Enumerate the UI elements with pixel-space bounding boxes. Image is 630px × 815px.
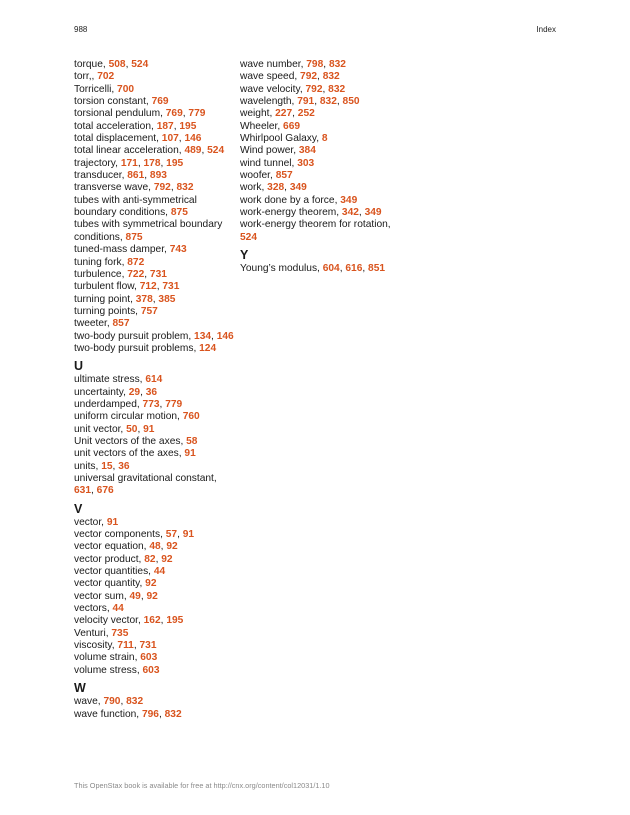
page-reference-link[interactable]: 735 <box>111 627 129 639</box>
index-entry: transducer, 861, 893 <box>74 170 167 182</box>
index-entry <box>240 219 400 244</box>
index-term: vector sum, <box>74 590 130 602</box>
index-term: two-body pursuit problem, <box>74 330 195 342</box>
section-letter: Y <box>240 248 249 263</box>
index-term: volume stress, <box>74 664 143 676</box>
index-entry: universal gravitational constant, 631, 676 <box>74 473 217 497</box>
page-reference-link[interactable]: 92 <box>161 553 173 565</box>
page-reference-link[interactable]: 851 <box>368 263 386 275</box>
index-entry <box>74 652 234 664</box>
page-reference-link[interactable]: 146 <box>216 330 234 342</box>
page-reference-link[interactable]: 107 <box>161 133 179 145</box>
page-reference-link[interactable]: 92 <box>146 590 158 602</box>
index-term: vector components, <box>74 529 166 541</box>
page-reference-link[interactable]: 303 <box>297 157 315 169</box>
page-reference-link[interactable]: 796 <box>141 708 159 720</box>
index-term: work-energy theorem, <box>240 207 342 219</box>
page-number: 988 <box>74 25 88 34</box>
page-reference-link[interactable]: 50 <box>126 423 138 435</box>
page-reference-link[interactable]: 861 <box>127 170 145 182</box>
index-term: volume strain, <box>74 652 141 664</box>
page-reference-link[interactable]: 604 <box>322 263 340 275</box>
index-term: Whirlpool Galaxy, <box>240 133 322 145</box>
index-term: tubes with anti-symmetrical boundary conditions, <box>74 194 197 219</box>
index-term: two-body pursuit problems, <box>74 342 200 354</box>
index-term: total displacement, <box>74 133 162 145</box>
index-term: work, <box>240 182 268 194</box>
page-reference-link[interactable]: 134 <box>194 330 212 342</box>
page-reference-link[interactable]: 792 <box>300 71 318 83</box>
index-term: Venturi, <box>74 627 112 639</box>
index-term: Torricelli, <box>74 83 118 95</box>
index-term: vectors, <box>74 603 113 615</box>
index-term: total acceleration, <box>74 120 157 132</box>
index-entry <box>74 244 234 256</box>
index-entry <box>240 158 400 170</box>
page-reference-link[interactable]: 82 <box>144 553 156 565</box>
page-reference-link[interactable]: 743 <box>169 244 187 256</box>
page-reference-link[interactable]: 791 <box>297 96 315 108</box>
index-entry <box>74 318 234 330</box>
index-entry <box>74 628 234 640</box>
page-reference-link[interactable]: 760 <box>182 411 200 423</box>
page-reference-link[interactable]: 92 <box>166 541 178 553</box>
page-reference-link[interactable]: 832 <box>126 696 144 708</box>
page-reference-link[interactable]: 757 <box>140 305 158 317</box>
page-reference-link[interactable]: 178 <box>143 157 161 169</box>
index-term: trajectory, <box>74 157 121 169</box>
index-entry: total displacement, 107, 146 <box>74 133 202 145</box>
page-reference-link[interactable]: 36 <box>118 460 130 472</box>
index-term: turning points, <box>74 305 141 317</box>
index-entry: wave velocity, 792, 832 <box>240 83 346 95</box>
index-entry <box>74 578 234 590</box>
index-term: vector quantities, <box>74 566 154 578</box>
index-term: uncertainty, <box>74 386 129 398</box>
index-entry: units, 15, 36 <box>74 460 130 472</box>
index-term: transducer, <box>74 170 128 182</box>
index-entry <box>74 343 234 355</box>
index-term: tuning fork, <box>74 256 128 268</box>
index-entry <box>240 145 400 157</box>
page-reference-link[interactable]: 875 <box>125 231 143 243</box>
index-term: weight, <box>240 108 276 120</box>
index-entry <box>74 436 234 448</box>
page-reference-link[interactable]: 792 <box>305 83 323 95</box>
page-reference-link[interactable]: 731 <box>162 281 180 293</box>
section-letter: U <box>74 359 84 374</box>
page-reference-link[interactable]: 614 <box>145 374 163 386</box>
index-entry: vector components, 57, 91 <box>74 529 195 541</box>
page-reference-link[interactable]: 146 <box>184 133 202 145</box>
page-reference-link[interactable]: 857 <box>275 170 293 182</box>
page-reference-link[interactable]: 8 <box>321 133 328 145</box>
index-term: tubes with symmetrical boundary conditions, <box>74 219 223 243</box>
index-term: woofer, <box>240 170 276 182</box>
page-reference-link[interactable]: 769 <box>151 96 169 108</box>
page-reference-link[interactable]: 195 <box>179 120 197 132</box>
page-reference-link[interactable]: 15 <box>101 460 113 472</box>
section-letter: V <box>74 501 83 516</box>
index-entry: work-energy theorem, 342, 349 <box>240 207 382 219</box>
index-entry: wavelength, 791, 832, 850 <box>240 96 360 108</box>
index-term: Wheeler, <box>240 120 284 132</box>
index-entry: unit vector, 50, 91 <box>74 423 155 435</box>
index-entry <box>240 121 400 133</box>
index-entry <box>74 411 234 423</box>
page-reference-link[interactable]: 832 <box>328 59 346 70</box>
index-entry: weight, 227, 252 <box>240 108 315 120</box>
index-entry: torsional pendulum, 769, 779 <box>74 108 206 120</box>
page-reference-link[interactable]: 702 <box>97 71 115 83</box>
index-entry <box>74 219 234 244</box>
index-entry <box>74 257 234 269</box>
page-reference-link[interactable]: 790 <box>103 696 121 708</box>
page-reference-link[interactable]: 875 <box>170 207 188 219</box>
index-term: wave function, <box>74 708 142 720</box>
page-reference-link[interactable]: 252 <box>297 108 315 120</box>
index-entry: vector sum, 49, 92 <box>74 590 158 602</box>
page-reference-link[interactable]: 349 <box>289 182 307 194</box>
page-reference-link[interactable]: 850 <box>342 96 360 108</box>
page-reference-link[interactable]: 342 <box>341 207 359 219</box>
index-entry <box>74 306 234 318</box>
page-reference-link[interactable]: 779 <box>188 108 206 120</box>
index-column-left <box>74 59 234 721</box>
index-term: vector, <box>74 516 107 528</box>
index-entry: total linear acceleration, 489, 524 <box>74 145 225 157</box>
index-entry: wave, 790, 832 <box>74 696 144 708</box>
index-entry <box>74 603 234 615</box>
section-letter: W <box>74 681 86 696</box>
page-reference-link[interactable]: 384 <box>298 145 316 157</box>
index-entry <box>240 170 400 182</box>
footer-note: This OpenStax book is available for free at http://cnx.org/content/col12031/1.10 <box>74 781 330 790</box>
page-reference-link[interactable]: 524 <box>131 59 149 70</box>
index-term: unit vector, <box>74 423 127 435</box>
index-entry: wave function, 796, 832 <box>74 708 182 720</box>
page-reference-link[interactable]: 349 <box>340 194 358 206</box>
index-term: vector equation, <box>74 541 150 553</box>
page-reference-link[interactable]: 58 <box>186 435 198 447</box>
index-entry: transverse wave, 792, 832 <box>74 182 194 194</box>
page-reference-link[interactable]: 832 <box>322 71 340 83</box>
index-entry <box>74 448 234 460</box>
page-reference-link[interactable]: 857 <box>112 318 130 330</box>
index-term: wind tunnel, <box>240 157 298 169</box>
page-reference-link[interactable]: 49 <box>129 590 141 602</box>
index-entry: vector equation, 48, 92 <box>74 541 178 553</box>
page-reference-link[interactable]: 616 <box>345 263 363 275</box>
page-reference-link[interactable]: 603 <box>140 652 158 664</box>
page-reference-link[interactable]: 44 <box>112 603 124 615</box>
page-reference-link[interactable]: 832 <box>328 83 346 95</box>
index-entry <box>74 374 234 386</box>
index-term: torr,, <box>74 71 98 83</box>
index-term: tuned-mass damper, <box>74 244 170 256</box>
page-reference-link[interactable]: 124 <box>199 342 217 354</box>
index-column-right <box>240 59 400 276</box>
index-entry <box>240 133 400 145</box>
page-reference-link[interactable]: 171 <box>120 157 138 169</box>
index-entry: turbulence, 722, 731 <box>74 268 167 280</box>
page-reference-link[interactable]: 722 <box>127 268 145 280</box>
page-reference-link[interactable]: 773 <box>142 398 160 410</box>
page-reference-link[interactable]: 162 <box>143 615 161 627</box>
page-reference-link[interactable]: 792 <box>153 182 171 194</box>
index-term: total linear acceleration, <box>74 145 185 157</box>
page-reference-link[interactable]: 603 <box>142 664 160 676</box>
page-reference-link[interactable]: 57 <box>165 529 178 541</box>
page-reference-link[interactable]: 44 <box>153 566 166 578</box>
page-reference-link[interactable]: 832 <box>319 96 337 108</box>
page-reference-link[interactable]: 91 <box>184 448 196 460</box>
index-entry <box>74 566 234 578</box>
page-reference-link[interactable]: 195 <box>166 157 184 169</box>
index-term: torsion constant, <box>74 96 152 108</box>
running-header: Index <box>536 25 556 34</box>
page-reference-link[interactable]: 631 <box>74 485 91 497</box>
page-reference-link[interactable]: 712 <box>139 281 157 293</box>
index-entry: velocity vector, 162, 195 <box>74 615 184 627</box>
page-reference-link[interactable]: 92 <box>145 578 157 590</box>
index-term: unit vectors of the axes, <box>74 448 185 460</box>
page-reference-link[interactable]: 769 <box>165 108 183 120</box>
page-reference-link[interactable]: 832 <box>164 708 182 720</box>
index-entry <box>74 71 234 83</box>
index-entry: torque, 508, 524 <box>74 59 149 70</box>
page-reference-link[interactable]: 48 <box>149 541 161 553</box>
page-reference-link[interactable]: 872 <box>127 256 145 268</box>
index-term: turning point, <box>74 293 136 305</box>
page-reference-link[interactable]: 349 <box>364 207 382 219</box>
index-term: velocity vector, <box>74 615 144 627</box>
page-reference-link[interactable]: 328 <box>267 182 285 194</box>
page-reference-link[interactable]: 187 <box>156 120 174 132</box>
index-term: torque, <box>74 59 109 70</box>
page-reference-link[interactable]: 508 <box>108 59 126 70</box>
index-entry <box>74 84 234 96</box>
page-reference-link[interactable]: 779 <box>165 398 183 410</box>
index-term: Young’s modulus, <box>240 263 323 275</box>
page-reference-link[interactable]: 36 <box>145 386 158 398</box>
index-entry: turning point, 378, 385 <box>74 293 176 305</box>
page-reference-link[interactable]: 227 <box>275 108 293 120</box>
index-entry: viscosity, 711, 731 <box>74 640 157 652</box>
index-entry: wave speed, 792, 832 <box>240 71 340 83</box>
index-entry: uncertainty, 29, 36 <box>74 386 158 398</box>
index-term: uniform circular motion, <box>74 411 183 423</box>
page-reference-link[interactable]: 524 <box>240 231 257 243</box>
index-term: vector quantity, <box>74 578 146 590</box>
page-reference-link[interactable]: 669 <box>283 120 301 132</box>
index-entry <box>74 96 234 108</box>
page-reference-link[interactable]: 798 <box>306 59 324 70</box>
page-reference-link[interactable]: 700 <box>117 83 135 95</box>
index-term: transverse wave, <box>74 182 154 194</box>
index-entry: total acceleration, 187, 195 <box>74 120 197 132</box>
index-term: vector product, <box>74 553 145 565</box>
index-entry: trajectory, 171, 178, 195 <box>74 157 184 169</box>
index-entry: vector product, 82, 92 <box>74 553 173 565</box>
page-reference-link[interactable]: 489 <box>184 145 202 157</box>
index-entry: two-body pursuit problem, 134, 146 <box>74 330 234 342</box>
page-reference-link[interactable]: 524 <box>207 145 225 157</box>
index-term: ultimate stress, <box>74 374 146 386</box>
index-term: universal gravitational constant, <box>74 473 217 484</box>
page-reference-link[interactable]: 711 <box>117 640 134 652</box>
index-term: viscosity, <box>74 640 118 652</box>
index-term: Unit vectors of the axes, <box>74 435 187 447</box>
index-entry <box>74 195 234 220</box>
index-term: wavelength, <box>240 96 298 108</box>
index-term: turbulent flow, <box>74 281 140 293</box>
page-reference-link[interactable]: 91 <box>182 529 195 541</box>
index-term: Wind power, <box>240 145 299 157</box>
index-term: turbulence, <box>74 268 128 280</box>
index-entry <box>240 195 400 207</box>
index-term: underdamped, <box>74 398 143 410</box>
page-reference-link[interactable]: 676 <box>96 485 114 497</box>
index-term: tweeter, <box>74 318 113 330</box>
index-entry <box>74 517 234 529</box>
page-reference-link[interactable]: 91 <box>143 423 155 435</box>
page-reference-link[interactable]: 29 <box>128 386 141 398</box>
index-term: wave velocity, <box>240 83 306 95</box>
page-reference-link[interactable]: 731 <box>149 268 167 280</box>
index-entry: turbulent flow, 712, 731 <box>74 281 180 293</box>
page-reference-link[interactable]: 195 <box>166 615 184 627</box>
index-entry: wave number, 798, 832 <box>240 59 346 70</box>
page-reference-link[interactable]: 91 <box>106 516 119 528</box>
page-reference-link[interactable]: 832 <box>176 182 194 194</box>
index-term: work done by a force, <box>240 194 341 206</box>
page-reference-link[interactable]: 731 <box>139 640 157 652</box>
index-term: wave number, <box>240 59 307 70</box>
page-reference-link[interactable]: 893 <box>149 170 167 182</box>
page-reference-link[interactable]: 385 <box>158 293 176 305</box>
index-term: wave speed, <box>240 71 301 83</box>
index-entry <box>74 665 234 677</box>
index-entry: underdamped, 773, 779 <box>74 398 183 410</box>
page-reference-link[interactable]: 378 <box>135 293 153 305</box>
index-entry: work, 328, 349 <box>240 182 307 194</box>
index-term: units, <box>74 460 102 472</box>
index-entry: Young’s modulus, 604, 616, 851 <box>240 263 386 275</box>
index-term: wave, <box>74 696 104 708</box>
index-term: work-energy theorem for rotation, <box>240 219 391 231</box>
index-term: torsional pendulum, <box>74 108 166 120</box>
